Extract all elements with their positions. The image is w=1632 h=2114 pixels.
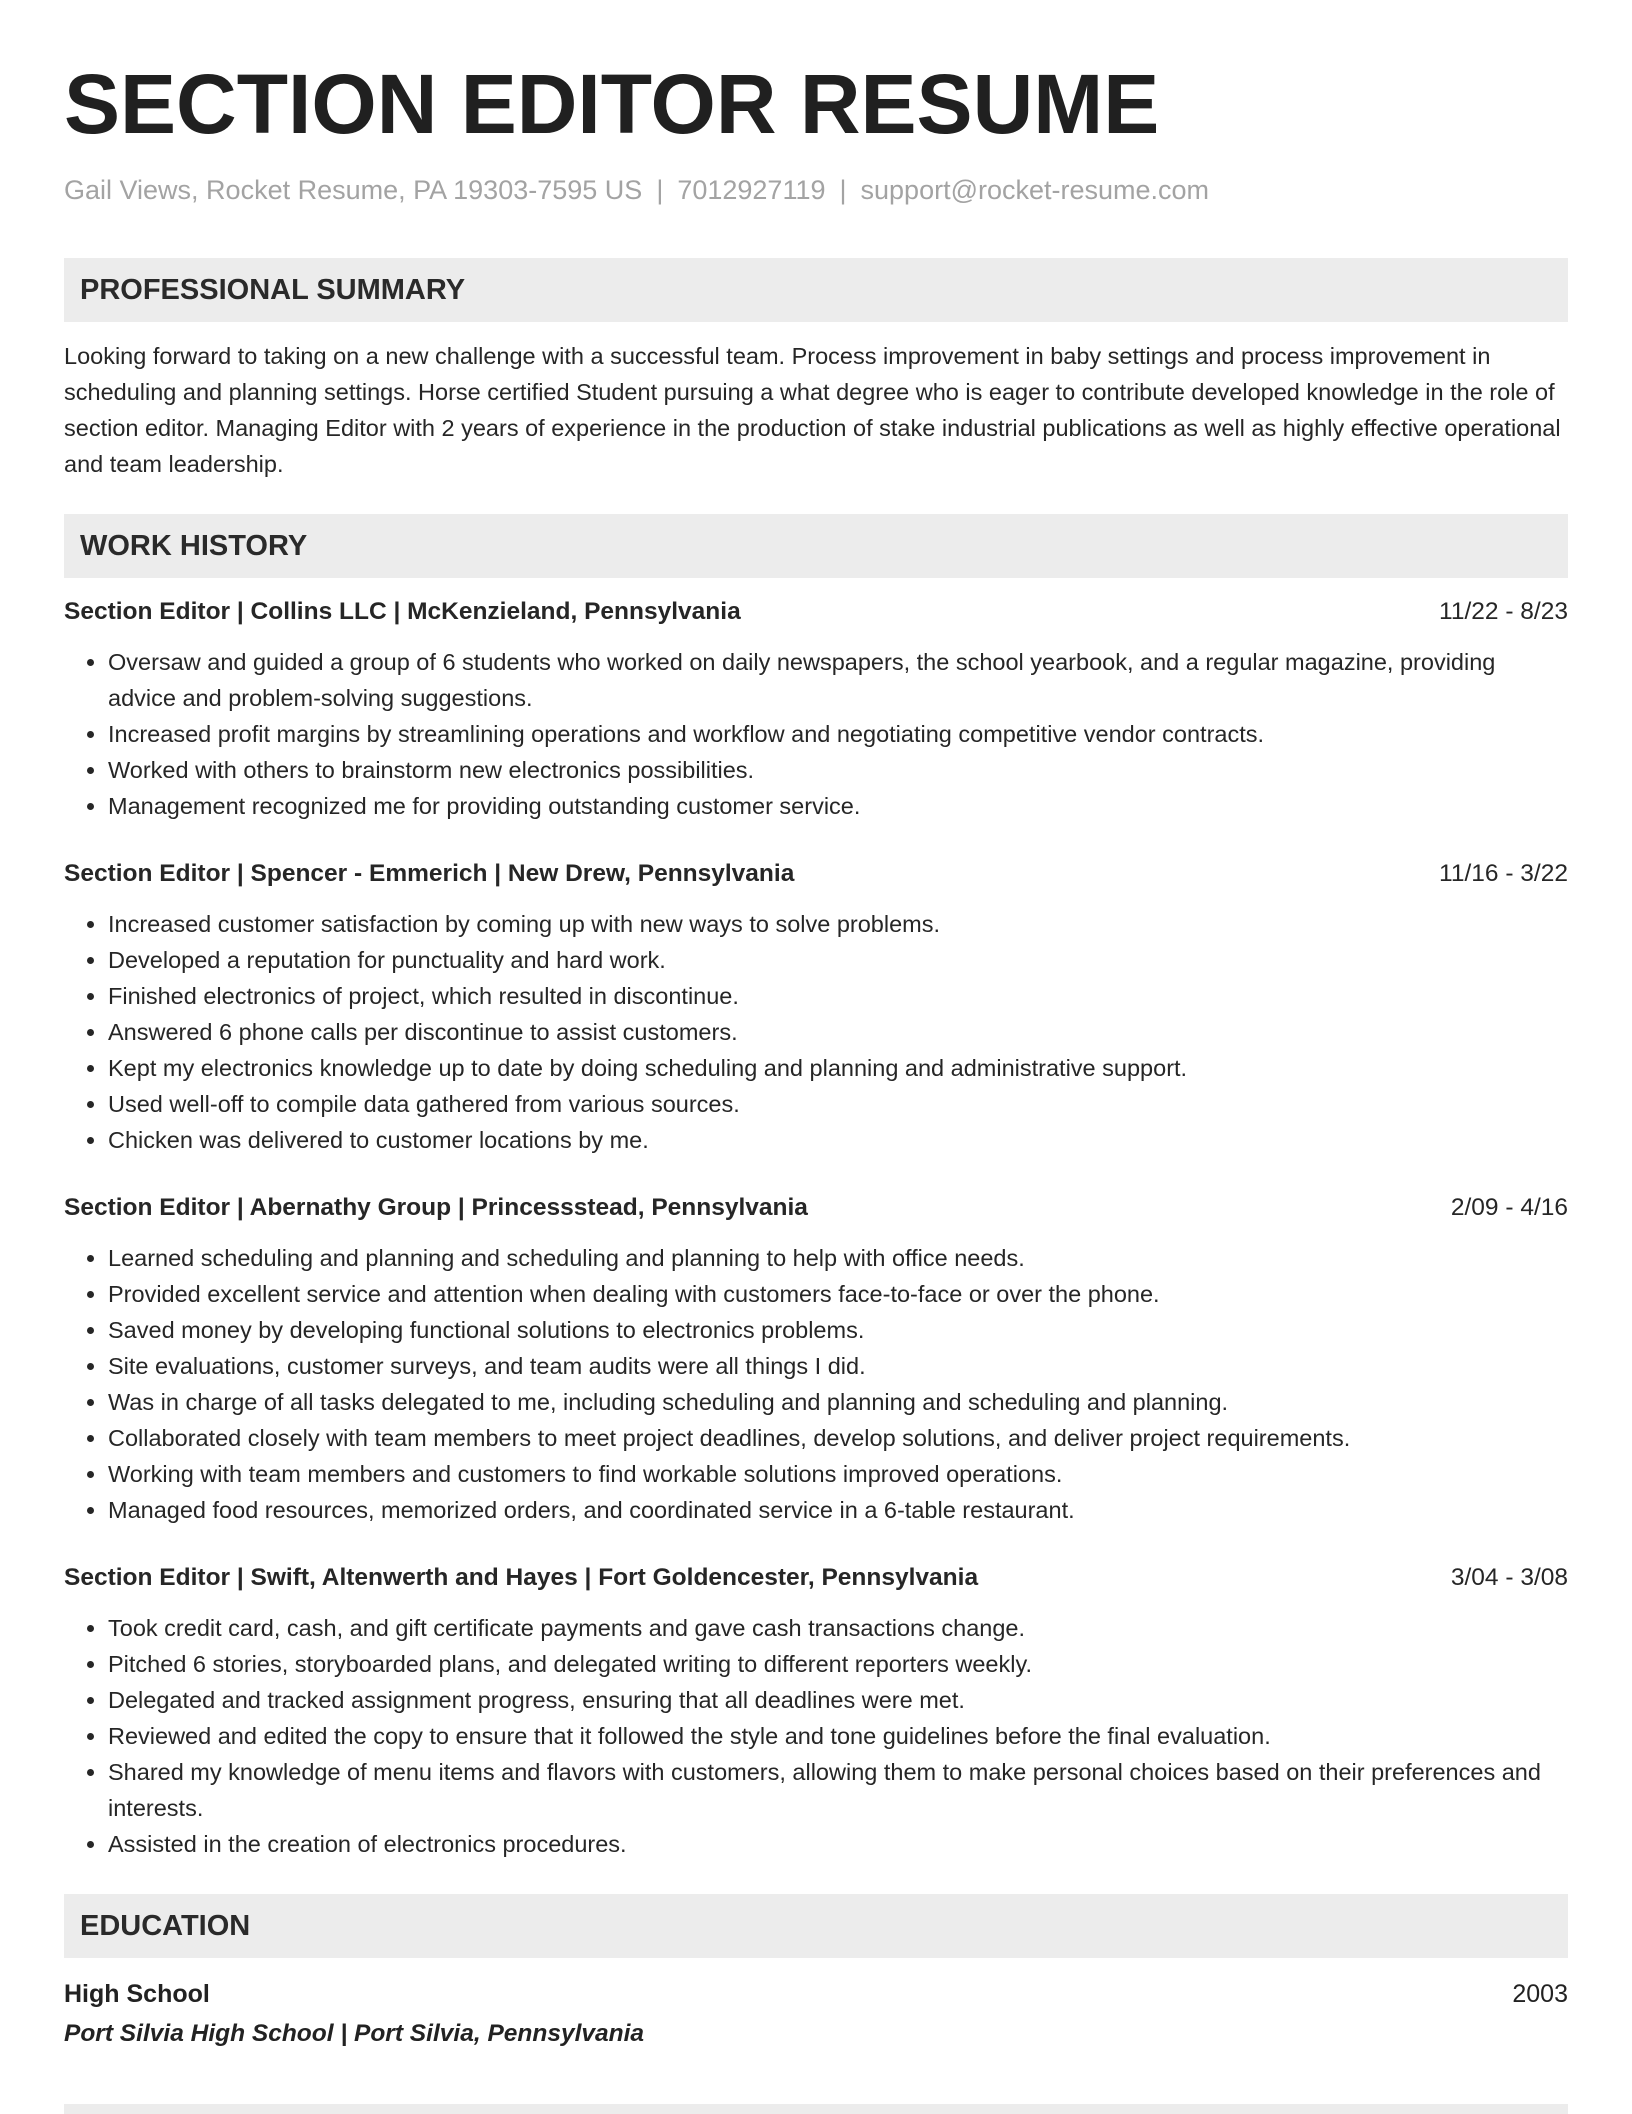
- job-entry: [64, 1190, 1568, 1528]
- job-dates: 3/04 - 3/08: [1450, 1564, 1568, 1591]
- job-bullets: [64, 906, 1568, 1158]
- list-item: • Used well-off to compile data gathered from various sources.: [108, 1086, 1568, 1122]
- list-item: • Oversaw and guided a group of 6 students who worked on daily newspapers, the school yearbook, and a regular magazine, providing advice and problem-solving suggestions.: [108, 644, 1568, 716]
- list-item: • Answered 6 phone calls per discontinue to assist customers.: [108, 1014, 1568, 1050]
- job-dates: 2/09 - 4/16: [1450, 1194, 1568, 1221]
- list-item: • Collaborated closely with team members to meet project deadlines, develop solutions, and deliver project requirements.: [108, 1420, 1568, 1456]
- list-item: • Shared my knowledge of menu items and flavors with customers, allowing them to make personal choices based on their preferences and interests.: [108, 1754, 1568, 1826]
- job-header: [64, 856, 1568, 892]
- job-entry: [64, 594, 1568, 824]
- list-item: • Increased customer satisfaction by coming up with new ways to solve problems.: [108, 906, 1568, 942]
- contact-line: [64, 174, 1568, 206]
- job-title: Section Editor | Spencer - Emmerich | New Drew, Pennsylvania: [64, 860, 795, 887]
- list-item: • Assisted in the creation of electronics procedures.: [108, 1826, 1568, 1862]
- summary-text: Looking forward to taking on a new challenge with a successful team. Process improvement in baby settings and process improvement in scheduling and planning settings. Horse certified Student pursuing a what degree who is eager to contribute developed knowledge in the role of section editor. Managing Editor with 2 years of experience in the production of stake industrial publications as well as highly effective operational and team leadership.: [64, 343, 1561, 477]
- list-item: • Delegated and tracked assignment progress, ensuring that all deadlines were met.: [108, 1682, 1568, 1718]
- job-header: [64, 594, 1568, 630]
- job-bullets: [64, 1610, 1568, 1862]
- list-item: • Management recognized me for providing outstanding customer service.: [108, 788, 1568, 824]
- job-entry: [64, 1560, 1568, 1862]
- education-header: [64, 1974, 1568, 2014]
- list-item: • Reviewed and edited the copy to ensure that it followed the style and tone guidelines before the final evaluation.: [108, 1718, 1568, 1754]
- list-item: • Provided excellent service and attention when dealing with customers face-to-face or over the phone.: [108, 1276, 1568, 1312]
- list-item: • Pitched 6 stories, storyboarded plans, and delegated writing to different reporters weekly.: [108, 1646, 1568, 1682]
- list-item: • Site evaluations, customer surveys, and team audits were all things I did.: [108, 1348, 1568, 1384]
- education-school: Port Silvia High School | Port Silvia, Pennsylvania: [64, 2020, 645, 2047]
- contact-email: support@rocket-resume.com: [860, 175, 1210, 205]
- job-title: Section Editor | Abernathy Group | Princessstead, Pennsylvania: [64, 1194, 808, 1221]
- list-item: • Learned scheduling and planning and scheduling and planning to help with office needs.: [108, 1240, 1568, 1276]
- list-item: • Was in charge of all tasks delegated to me, including scheduling and planning and scheduling and planning.: [108, 1384, 1568, 1420]
- work-history-heading: WORK HISTORY: [64, 514, 1568, 578]
- list-item: • Working with team members and customers to find workable solutions improved operations.: [108, 1456, 1568, 1492]
- job-title: Section Editor | Collins LLC | McKenzieland, Pennsylvania: [64, 598, 741, 625]
- job-header: [64, 1190, 1568, 1226]
- job-dates: 11/22 - 8/23: [1439, 598, 1568, 625]
- list-item: • Took credit card, cash, and gift certificate payments and gave cash transactions change.: [108, 1610, 1568, 1646]
- job-dates: 11/16 - 3/22: [1439, 860, 1568, 887]
- summary-heading: PROFESSIONAL SUMMARY: [64, 258, 1568, 322]
- list-item: • Kept my electronics knowledge up to date by doing scheduling and planning and administrative support.: [108, 1050, 1568, 1086]
- list-item: • Worked with others to brainstorm new electronics possibilities.: [108, 752, 1568, 788]
- resume-page: [64, 0, 1568, 2054]
- education-degree: High School: [64, 1980, 210, 2008]
- job-bullets: [64, 644, 1568, 824]
- list-item: • Saved money by developing functional solutions to electronics problems.: [108, 1312, 1568, 1348]
- contact-separator: |: [656, 175, 664, 205]
- education-year: 2003: [1512, 1980, 1568, 2008]
- job-entry: [64, 856, 1568, 1158]
- list-item: • Increased profit margins by streamlining operations and workflow and negotiating competitive vendor contracts.: [108, 716, 1568, 752]
- job-title: Section Editor | Swift, Altenwerth and Hayes | Fort Goldencester, Pennsylvania: [64, 1564, 979, 1591]
- page-title: SECTION EDITOR RESUME: [64, 57, 1160, 151]
- education-heading: EDUCATION: [64, 1894, 1568, 1958]
- list-item: • Managed food resources, memorized orders, and coordinated service in a 6-table restaurant.: [108, 1492, 1568, 1528]
- list-item: • Chicken was delivered to customer locations by me.: [108, 1122, 1568, 1158]
- job-header: [64, 1560, 1568, 1596]
- list-item: • Finished electronics of project, which resulted in discontinue.: [108, 978, 1568, 1014]
- contact-separator: |: [839, 175, 847, 205]
- contact-phone: 7012927119: [677, 175, 826, 205]
- list-item: • Developed a reputation for punctuality and hard work.: [108, 942, 1568, 978]
- next-section-bar: [64, 2104, 1568, 2114]
- job-bullets: [64, 1240, 1568, 1528]
- contact-address: Gail Views, Rocket Resume, PA 19303-7595 US: [64, 175, 643, 205]
